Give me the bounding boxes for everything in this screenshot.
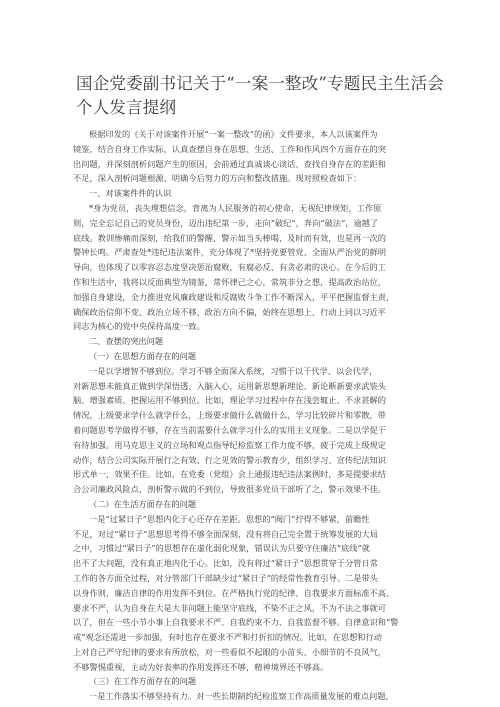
paragraph-line: 对新思想未能真正做到学深悟透、入脑入心，运用新思想新理论、新论断新要求武装头 (73, 380, 387, 391)
paragraph-line: 一是工作落实不够坚持有力。对一些长期制约纪检监察工作高质量发展的难点问题， (89, 691, 394, 702)
paragraph-line: 根据印发的《关于对该案件开展“一案一整改”的函》文件要求，本人以该案件为 (89, 129, 378, 139)
section-heading: （三）在工作方面存在的问题 (89, 676, 197, 687)
paragraph-line: 警钟长鸣。严肃查处*违纪违法案件，充分体现了*坚持党要管党、全面从严治党的鲜明 (73, 247, 387, 258)
paragraph-line: 不足，对过“紧日子”思想思考得不够全面深刻，没有将自己完全置于统筹发展的大局 (73, 528, 379, 539)
paragraph-line: 不足，深入剖析问题根源、明确今后努力的方向和整改措施。现对照检查如下： (73, 173, 362, 184)
document-title (76, 72, 444, 120)
paragraph-line: 加强自身建设，全力推进党风廉政建设和反腐败斗争工作不断深入，平平把握监督主责， (73, 291, 395, 302)
paragraph-line: 不够警惕重视，主动为好表率的作用发挥还不够，精神境界还不够高。 (73, 661, 329, 672)
paragraph-line: 同志为核心的党中央保持高度一致。 (73, 321, 205, 332)
paragraph-line: 形式单一，效果不佳。比如，在党委（党组）会上通报违纪违法案例时，多是提要求结 (73, 469, 387, 480)
paragraph-line: 情况，上级要求学什么就学什么，上级要求做什么就做什么，学习比较碎片和零散，带 (73, 410, 387, 421)
paragraph-line: 着问题思考学做得不够，存在当前需要什么就学习什么的实用主义现象。二是以学促干 (73, 424, 387, 435)
paragraph-line: 工作的各方面全过程，对分管部门干部缺少过“紧日子”的经常性教育引导。二是带头 (73, 572, 379, 583)
paragraph-line: 一是以学增智不够到位。学习不够全面深入系统，习惯于以干代学、以会代学， (89, 365, 378, 376)
paragraph-line: 以身作则，廉洁自律的作用发挥不到位。在严格执行党的纪律、自我要求方面标准不高、 (73, 587, 395, 598)
paragraph-line: 上对自己严守纪律的要求有所放松，对一些看似不起眼的小苗头、小细节的不良风气， (73, 646, 387, 657)
title-line-2: 个人发言提纲 (76, 98, 177, 117)
paragraph-line: 作和生活中，我将以反面典型为镜鉴，常怀律己之心，常筑非分之想，提高政治站位， (73, 276, 387, 287)
paragraph-line: 出不了大问题，没有真正地内化于心。比如，没有将过“紧日子”思想贯穿于分管日常 (73, 558, 379, 569)
paragraph-line: 出问题，并深刻剖析问题产生的原因，会前通过真诚谈心谈话、查找自身存在的差距和 (73, 158, 387, 169)
paragraph-line: 镜鉴，结合自身工作实际，认真查摆自身在思想、生活、工作和作风四个方面存在的突 (73, 143, 387, 154)
paragraph-line: 底线。教训惨痛而深刻，给我们的警醒、警示如当头棒喝，及时而有效，也是再一次的 (73, 232, 387, 243)
paragraph-line: 合公司廉政风险点，剖析警示做的不到位，导致很多党员干部听了之，警示效果不佳。 (73, 484, 387, 495)
paragraph-line: 则，完全忘记自己的党员身份，迈出违纪第一步，走向“破纪”，奔向“破法”，逾越了 (73, 217, 379, 228)
paragraph-line: 一是“过紧日子”思想内化于心还存在差距。思想的“阀门”拧得不够紧，前瞻性 (89, 513, 370, 524)
paragraph-line: 确保政治信仰不变、政治立场不移、政治方向不偏，始终在思想上、行动上同以习近平 (73, 306, 387, 317)
document-body (73, 127, 429, 704)
paragraph-line: 导向，也体现了以零容忍态度坚决惩治腐败，有腐必反、有贪必肃的决心。在今后的工 (73, 262, 387, 273)
paragraph-line: 动作，结合公司实际开展行之有效、行之见效的警示教育少，组织学习、宣传纪法知识 (73, 454, 387, 465)
section-heading: 一、对该案件件的认识 (89, 188, 172, 199)
paragraph-line: *身为党员，丧失理想信念，背离为人民服务的初心使命，无视纪律规矩，工作原 (89, 202, 382, 213)
paragraph-line: 要求不严，认为自身在大是大非问题上能坚守底线，不染不正之风，不为不法之事就可 (73, 602, 387, 613)
paragraph-line: 以了，但在一些小节小事上自我要求不严、自我约束不力、自我监督不够。自律意识和“警 (73, 617, 399, 628)
section-heading: （一）在思想方面存在的问题 (89, 350, 197, 361)
section-heading: 二、查摆的突出问题 (89, 336, 164, 347)
paragraph-line: 脑、增强素质、把握运用不够到位。比如，理论学习过程中存在浅尝辄止、不求甚解的 (73, 395, 387, 406)
paragraph-line: 之中，习惯过“紧日子”的思想存在虚化弱化现象，错误认为只要守住廉洁“底线”就 (73, 543, 371, 554)
paragraph-line: 戒”观念还需进一步加强，有时也存在要求不严和打折扣的情况。比如，在思想和行动 (73, 632, 383, 643)
title-line-1: 国企党委副书记关于“一案一整改”专题民主生活会 (76, 74, 444, 93)
section-heading: （二）在生活方面存在的问题 (89, 498, 197, 509)
paragraph-line: 有待加强。用马克思主义的立场和观点指导纪检监察工作力度不够，疲于完成上级规定 (73, 439, 387, 450)
